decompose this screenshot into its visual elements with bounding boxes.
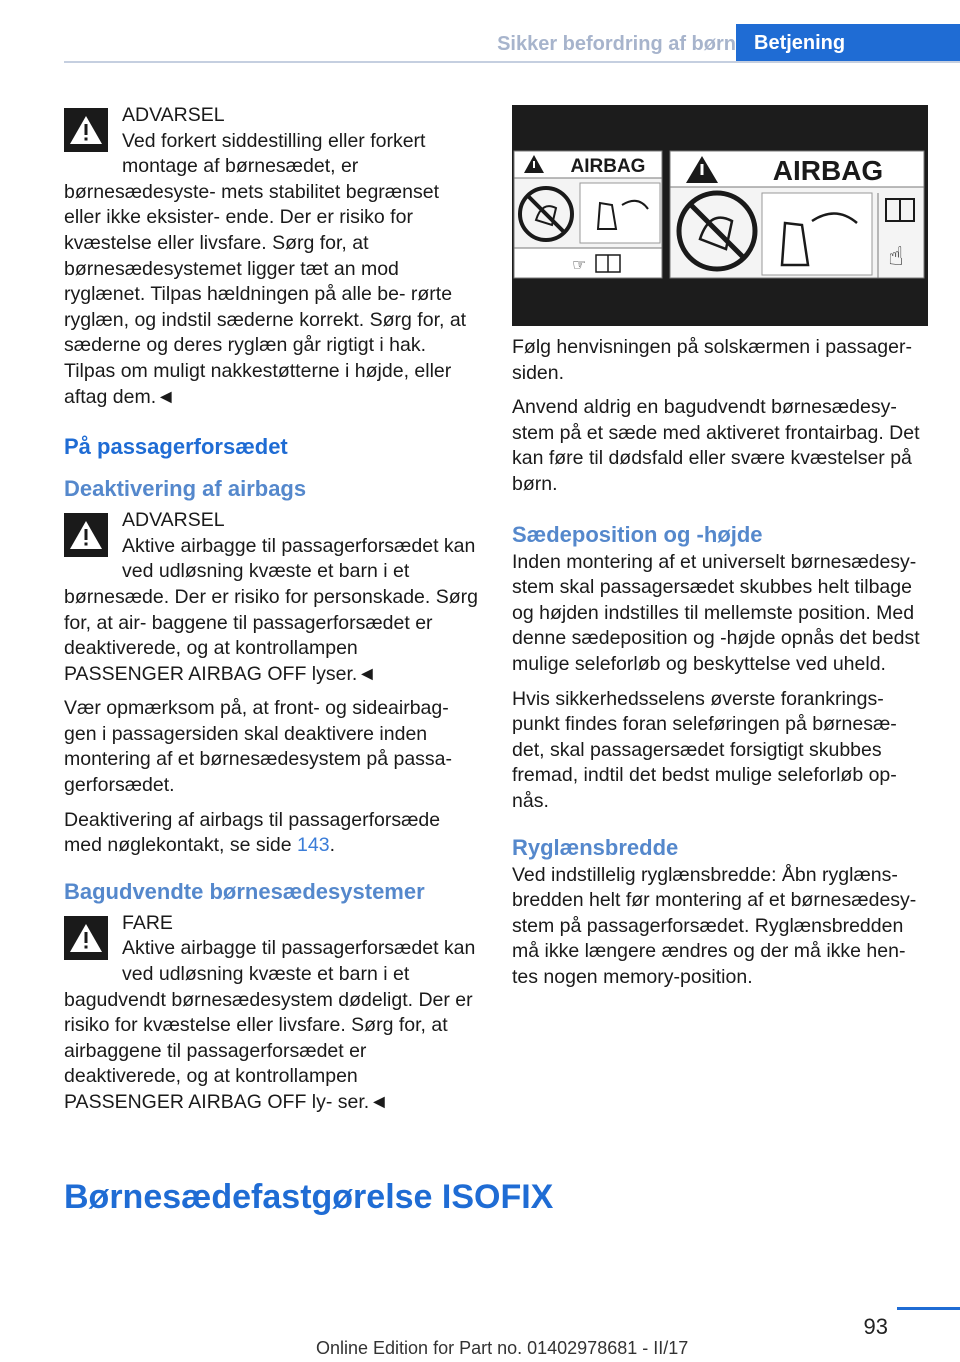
svg-text:☝: ☝ [888, 242, 904, 272]
section-title: Børnesædefastgørelse ISOFIX [64, 1178, 554, 1216]
header-divider [64, 61, 960, 63]
warning-icon [64, 108, 108, 152]
subsection-heading: Bagudvendte børnesædesystemer [64, 878, 425, 904]
page-reference-link[interactable]: 143 [297, 834, 330, 857]
body-paragraph: Hvis sikkerhedsselens øverste forankrings- punkt findes foran seleføringen på børnesæ- det, skal passagersædet forsigtigt skubbes fremad, indtil det bedst mulige seleforløb op- nås. [512, 687, 897, 812]
warning-title: FARE [122, 911, 173, 934]
warning-block [64, 103, 478, 410]
header-chapter-tab: Betjening [736, 24, 960, 63]
warning-block [64, 911, 478, 1116]
header-section-title: Sikker befordring af børn [497, 33, 736, 55]
edition-footer: Online Edition for Part no. 01402978681 - II/17 [316, 1338, 689, 1358]
svg-text:☞: ☞ [572, 255, 587, 274]
warning-title: ADVARSEL [122, 509, 225, 532]
warning-text: Aktive airbagge til passagerforsædet kan ved udløsning kvæste et barn i et børnesæde. Der er risiko for personskade. Sørg for, at air- baggene til passagerforsædet er deaktiverede, og at kontrollampen PASSENGER AIRBAG OFF lyser.◄ [64, 534, 478, 685]
airbag-label-text-small: AIRBAG [570, 156, 646, 177]
right-column [512, 335, 928, 990]
warning-icon [64, 513, 108, 557]
footer-divider [897, 1307, 960, 1310]
warning-text: Aktive airbagge til passagerforsædet kan ved udløsning kvæste et barn i et bagudvendt børnesædesystem dødeligt. Der er risiko for kvæstelse eller livsfare. Sørg for, at airbaggene til passagerforsædet er deaktiverede, og at kontrollampen PASSENGER AIRBAG OFF ly- ser.◄ [64, 937, 476, 1113]
figure-caption: Følg henvisningen på solskærmen i passager- siden. [512, 336, 912, 384]
warning-title: ADVARSEL [122, 104, 225, 126]
subsection-heading: Deaktivering af airbags [64, 476, 307, 502]
body-paragraph: Inden montering af et universelt børnesædesy- stem skal passagersædet skubbes helt tilbage og højden indstilles til mellemste position. Med denne sædeposition og -højde opnås det bedst mulige seleforløb og beskyttelse ved uheld. [512, 550, 920, 675]
warning-icon [64, 916, 108, 960]
airbag-label-illustration [512, 105, 928, 326]
subsection-heading: Sædeposition og -højde [512, 521, 763, 547]
warning-text: Ved forkert siddestilling eller forkert montage af børnesædet, er børnesædesyste- mets stabilitet begrænset eller ikke eksister- ende. Der er risiko for kvæstelse eller livsfare. Sørg for, at børnesædesystemet ligger tæt an mod ryglænet. Tilpas hældningen på alle be- rørte ryglæn, og indstil sæderne korrekt. Sørg for, at sæderne og deres ryglæn går rigtigt i hak. Tilpas om muligt nakkestøtterne i højde, eller aftag dem.◄ [64, 129, 467, 408]
paragraph-end: . [329, 834, 336, 857]
paragraph-text: Deaktivering af airbags til passagerforsæde med nøglekontakt, se side [64, 808, 441, 857]
body-paragraph [64, 808, 478, 859]
body-paragraph: Ved indstillelig ryglænsbredde: Åbn ryglæns- bredden helt før montering af et børnesædesy- stem på passagerforsædet. Ryglænsbredden må ikke længere ændres og der må ikke hen- tes nogen memory-position. [512, 863, 917, 988]
page-number: 93 [863, 1314, 888, 1339]
airbag-label-text-large: AIRBAG [772, 155, 884, 186]
warning-block [64, 508, 478, 687]
body-paragraph: Anvend aldrig en bagudvendt børnesædesy- stem på et sæde med aktiveret frontairbag. Det kan føre til dødsfald eller svære kvæstelser på børn. [512, 396, 920, 495]
body-paragraph: Vær opmærksom på, at front- og sideairbag- gen i passagersiden skal deaktivere inden montering af et børnesædesystem på passa- gerforsædet. [64, 697, 453, 797]
left-column [64, 103, 478, 1116]
airbag-label-figure [512, 105, 928, 326]
section-heading: På passagerforsædet [64, 434, 288, 460]
subsection-heading: Ryglænsbredde [512, 834, 679, 860]
